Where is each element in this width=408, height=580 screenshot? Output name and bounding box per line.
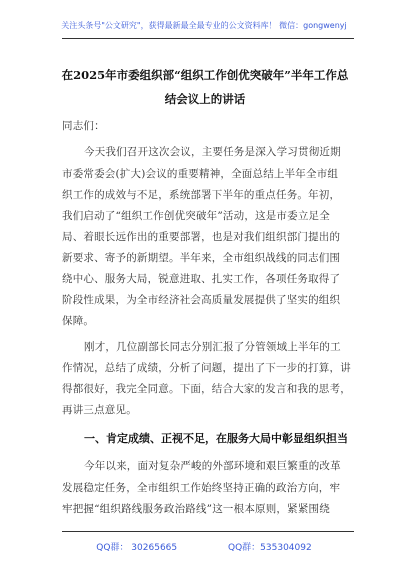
paragraph-1-line: 保障。 [62,315,95,327]
paragraph-1-line: 我们启动了“组织工作创优突破年”活动，这是市委立足全 [62,210,330,222]
paragraph-1-line: 织工作的成效与不足，系统部署下半年的重点任务。年初， [62,189,341,201]
footer-rule [62,531,354,532]
document-title-line-1: 在2025年市委组织部“组织工作创优突破年”半年工作总 [61,68,349,82]
salutation: 同志们： [62,120,105,132]
footer-qq-group-1: QQ群： 30265665 [96,543,178,553]
section-1-line: 今年以来，面对复杂严峻的外部环境和艰巨繁重的改革 [84,460,341,472]
paragraph-2-line: 刚才，几位副部长同志分别汇报了分管领域上半年的工 [84,341,341,353]
paragraph-1-line: 阶段性成果，为全市经济社会高质量发展提供了坚实的组织 [62,294,341,306]
section-1-line: 牢把握“组织路线服务政治路线”这一根本原则，紧紧围绕 [62,503,330,515]
section-heading: 一、肯定成绩、正视不足，在服务大局中彰显组织担当 [84,432,348,445]
header-banner: 关注头条号"公文研究"，获得最新最全最专业的公文资料库！ 微信：gongwenyj [61,21,347,30]
paragraph-1-line: 今天我们召开这次会议，主要任务是深入学习贯彻近期 [84,146,341,158]
section-1-line: 发展稳定任务，全市组织工作始终坚持正确的政治方向，牢 [62,482,341,494]
footer-qq-group-2: QQ群：535304092 [228,543,312,553]
paragraph-1-line: 局、着眼长远作出的重要部署，也是对我们组织部门提出的 [62,231,341,243]
paragraph-1-line: 绕中心、服务大局，锐意进取、扎实工作，各项任务取得了 [62,273,341,285]
paragraph-2-line: 得都很好，我完全同意。下面，结合大家的发言和我的思考， [62,383,351,395]
paragraph-2-line: 再讲三点意见。 [62,404,137,416]
paragraph-1-line: 新要求、寄予的新期望。半年来，全市组织战线的同志们围 [62,252,341,264]
paragraph-2-line: 作情况，总结了成绩，分析了问题，提出了下一步的打算，讲 [62,362,351,374]
header-rule [62,38,354,39]
paragraph-1-line: 市委常委会(扩大)会议的重要精神，全面总结上半年全市组 [62,168,339,180]
document-title-line-2: 结会议上的讲话 [164,92,246,106]
footer [0,540,408,553]
